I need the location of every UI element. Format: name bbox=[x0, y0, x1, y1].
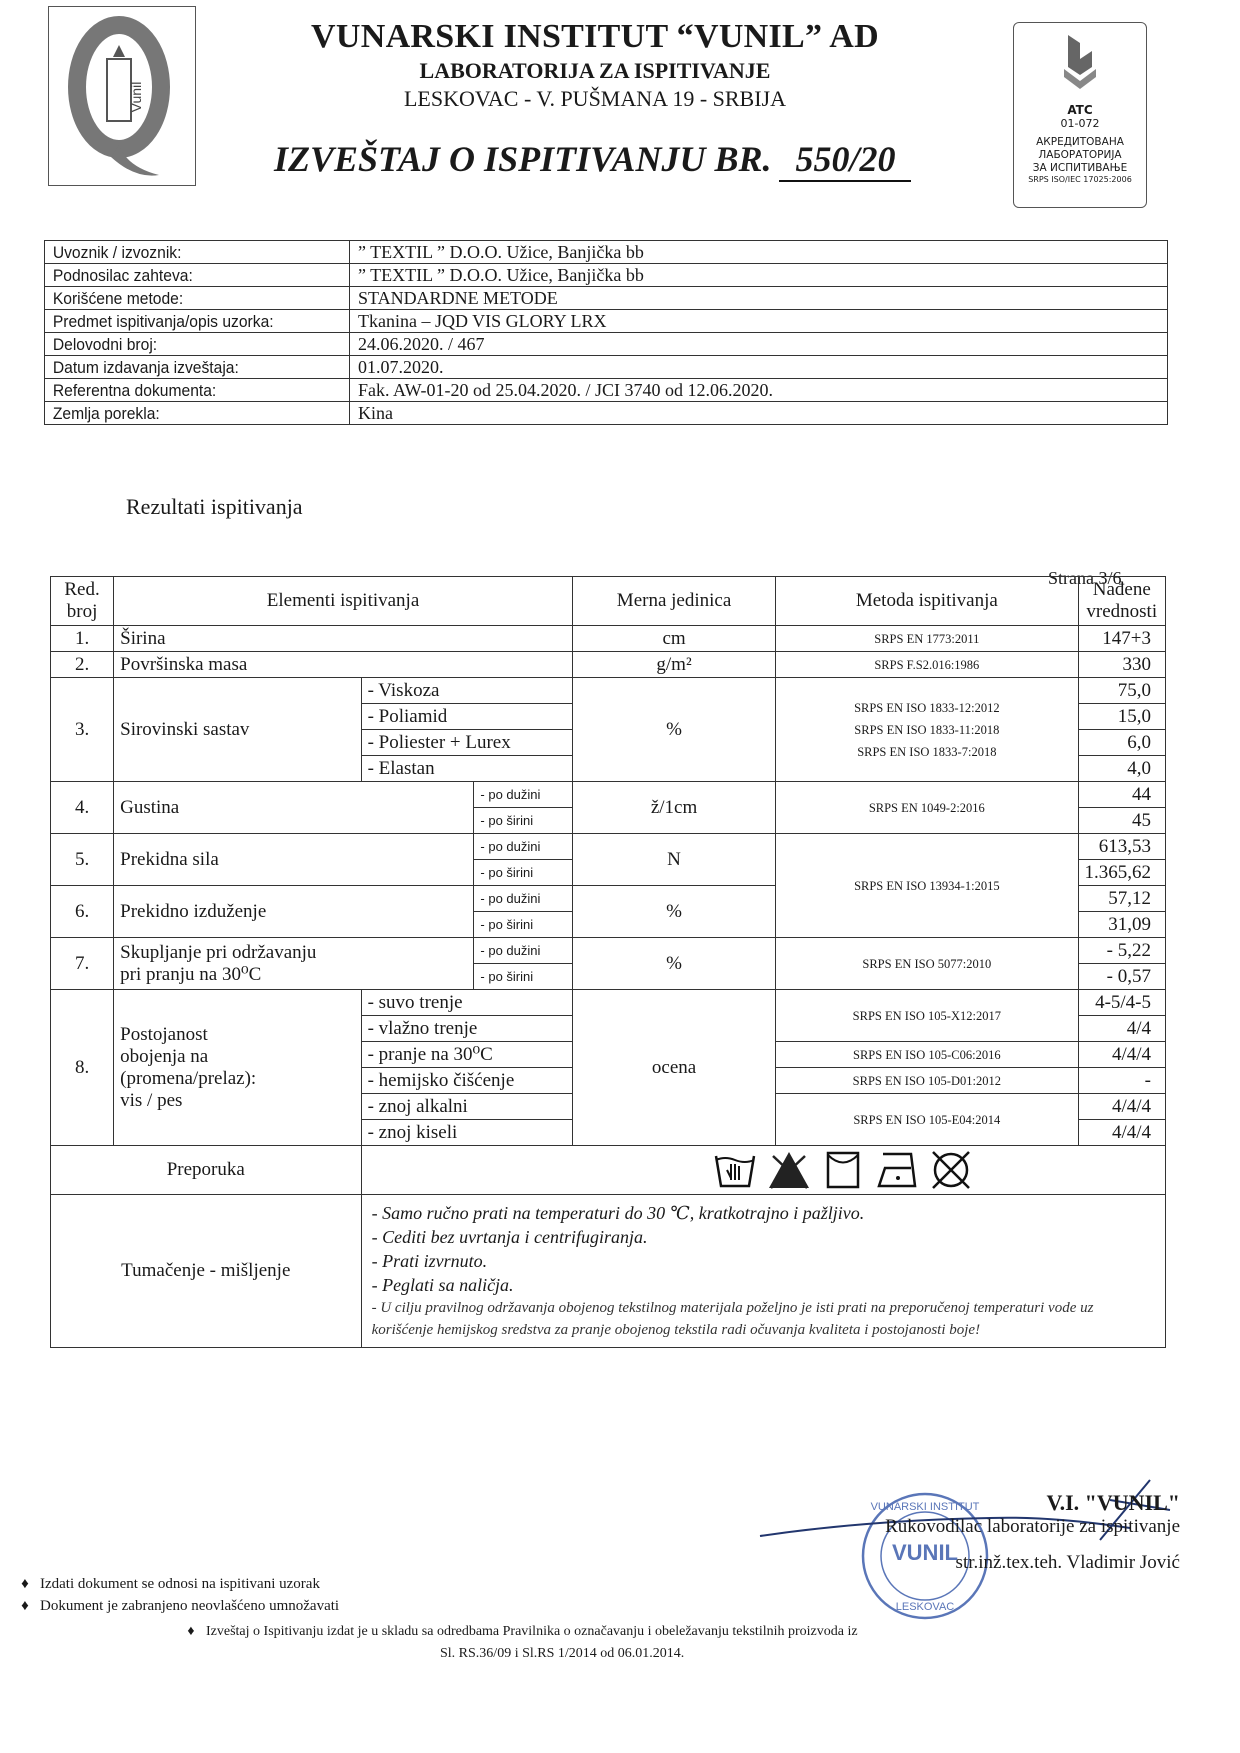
lab-name: LABORATORIJA ZA ISPITIVANJE bbox=[419, 58, 771, 83]
footer-note-3: ♦ Izveštaj o Ispitivanju izdat je u skladu sa odredbama Pravilnika o označavanju i obeležavanju tekstilnih proizvoda iz bbox=[187, 1624, 858, 1639]
header-value: Nađene vrednosti bbox=[1078, 577, 1166, 626]
row-subelement: - Viskoza bbox=[361, 678, 572, 704]
report-number: 550/20 bbox=[779, 138, 911, 182]
row-element: Prekidno izduženje bbox=[114, 886, 474, 938]
info-row bbox=[45, 287, 1168, 310]
row-method: SRPS EN 1049-2:2016 bbox=[776, 782, 1078, 834]
row-element: Sirovinski sastav bbox=[114, 678, 361, 782]
institute-name: VUNARSKI INSTITUT “VUNIL” AD bbox=[311, 18, 879, 55]
report-title bbox=[274, 138, 911, 182]
info-label: Referentna dokumenta: bbox=[45, 379, 326, 402]
row-value: 4/4/4 bbox=[1078, 1094, 1166, 1120]
info-label: Delovodni broj: bbox=[45, 333, 326, 356]
no-dry-clean-icon bbox=[929, 1150, 973, 1190]
row-value: 4/4/4 bbox=[1078, 1042, 1166, 1068]
tumble-dry-icon bbox=[821, 1150, 865, 1190]
row-subelement: - vlažno trenje bbox=[361, 1016, 572, 1042]
table-row bbox=[51, 990, 1166, 1016]
opinion-label: Tumačenje - mišljenje bbox=[51, 1195, 362, 1348]
row-num: 1. bbox=[51, 626, 114, 652]
atc-logo-icon bbox=[1050, 33, 1110, 95]
row-unit: % bbox=[572, 938, 775, 990]
report-title-text: IZVEŠTAJ O ISPITIVANJU BR. bbox=[274, 139, 772, 179]
header-unit: Merna jedinica bbox=[572, 577, 775, 626]
footer-note-4: Sl. RS.36/09 i Sl.RS 1/2014 od 06.01.2014. bbox=[440, 1646, 685, 1661]
row-unit: N bbox=[572, 834, 775, 886]
info-row bbox=[45, 333, 1168, 356]
info-label: Podnosilac zahteva: bbox=[45, 264, 326, 287]
header-method: Metoda ispitivanja bbox=[776, 577, 1078, 626]
row-value: 4,0 bbox=[1078, 756, 1166, 782]
row-value: 6,0 bbox=[1078, 730, 1166, 756]
row-subelement: - pranje na 30⁰C bbox=[361, 1042, 572, 1068]
row-method: SRPS EN ISO 105-X12:2017 bbox=[776, 990, 1078, 1042]
row-subelement: - po dužini bbox=[474, 938, 573, 964]
row-method: SRPS F.S2.016:1986 bbox=[776, 652, 1078, 678]
info-row bbox=[45, 241, 1168, 264]
info-value: STANDARDNE METODE bbox=[350, 287, 1168, 310]
section-title: Rezultati ispitivanja bbox=[126, 494, 303, 519]
signature-role: Rukovodilac laboratorije za ispitivanje bbox=[885, 1516, 1180, 1537]
row-method: SRPS EN ISO 5077:2010 bbox=[776, 938, 1078, 990]
row-subelement: - po širini bbox=[474, 808, 573, 834]
row-method: SRPS EN ISO 105-C06:2016 bbox=[776, 1042, 1078, 1068]
svg-text:Vunil: Vunil bbox=[128, 81, 144, 113]
row-method: SRPS EN ISO 105-E04:2014 bbox=[776, 1094, 1078, 1146]
sample-info-table bbox=[44, 240, 1168, 425]
row-element: Prekidna sila bbox=[114, 834, 474, 886]
row-subelement: - po širini bbox=[474, 912, 573, 938]
row-subelement: - po dužini bbox=[474, 782, 573, 808]
no-bleach-icon bbox=[767, 1150, 811, 1190]
row-value: 4/4/4 bbox=[1078, 1120, 1166, 1146]
row-subelement: - Poliester + Lurex bbox=[361, 730, 572, 756]
table-row bbox=[51, 626, 1166, 652]
row-unit: % bbox=[572, 678, 775, 782]
row-value: 57,12 bbox=[1078, 886, 1166, 912]
row-value: 330 bbox=[1078, 652, 1166, 678]
row-value: 1.365,62 bbox=[1078, 860, 1166, 886]
info-value: Fak. AW-01-20 od 25.04.2020. / JCI 3740 od 12.06.2020. bbox=[350, 379, 1168, 402]
results-table bbox=[50, 576, 1166, 1348]
iron-low-icon bbox=[875, 1150, 919, 1190]
row-value: 44 bbox=[1078, 782, 1166, 808]
row-num: 3. bbox=[51, 678, 114, 782]
opinion-row bbox=[51, 1195, 1166, 1348]
row-element: Širina bbox=[114, 626, 573, 652]
row-method: SRPS EN ISO 105-D01:2012 bbox=[776, 1068, 1078, 1094]
signature-name: str.inž.tex.teh. Vladimir Jović bbox=[955, 1552, 1180, 1573]
row-value: - 0,57 bbox=[1078, 964, 1166, 990]
opinion-text: - Samo ručno prati na temperaturi do 30 ℃, kratkotrajno i pažljivo. - Cediti bez uvrtanja i centrifugiranja. - Prati izvrnuto. - Peglati sa naličja. - U cilju pravilnog održavanja obojenog tekstilnog materijala poželjno je isti prati na preporučenoj temperaturi vode uz korišćenje hemijskog sredstva za pranje obojenog tekstila radi očuvanja kvaliteta i postojanosti boje! bbox=[361, 1195, 1165, 1348]
row-num: 7. bbox=[51, 938, 114, 990]
row-value: 45 bbox=[1078, 808, 1166, 834]
row-unit: g/m² bbox=[572, 652, 775, 678]
info-row bbox=[45, 379, 1168, 402]
info-row bbox=[45, 402, 1168, 425]
row-unit: % bbox=[572, 886, 775, 938]
info-row bbox=[45, 356, 1168, 379]
signature-org: V.I. "VUNIL" bbox=[1046, 1490, 1180, 1515]
row-value: 75,0 bbox=[1078, 678, 1166, 704]
info-label: Uvoznik / izvoznik: bbox=[45, 241, 326, 264]
info-label: Predmet ispitivanja/opis uzorka: bbox=[45, 310, 326, 333]
opinion-note: - U cilju pravilnog održavanja obojenog tekstilnog materijala poželjno je isti prati na preporučenoj temperaturi vode uz korišćenje hemijskog sredstva za pranje obojenog tekstila radi očuvanja kvaliteta i postojanosti boje! bbox=[371, 1300, 1094, 1338]
row-subelement: - po širini bbox=[474, 964, 573, 990]
row-element: Skupljanje pri održavanju pri pranju na 30⁰C bbox=[114, 938, 474, 990]
table-row bbox=[51, 834, 1166, 860]
page-number: Strana 3/6 bbox=[1048, 568, 1122, 588]
row-element: Postojanost obojenja na (promena/prelaz): vis / pes bbox=[114, 990, 361, 1146]
info-value: ” TEXTIL ” D.O.O. Užice, Banjička bb bbox=[350, 264, 1168, 287]
row-method: SRPS EN ISO 13934-1:2015 bbox=[776, 834, 1078, 938]
atc-line3: ЗА ИСПИТИВАЊЕ bbox=[1032, 162, 1128, 174]
info-row bbox=[45, 310, 1168, 333]
info-row bbox=[45, 264, 1168, 287]
row-subelement: - Poliamid bbox=[361, 704, 572, 730]
lab-address: LESKOVAC - V. PUŠMANA 19 - SRBIJA bbox=[403, 86, 787, 111]
header-num: Red. broj bbox=[51, 577, 114, 626]
row-method: SRPS EN ISO 1833-12:2012 SRPS EN ISO 1833-11:2018 SRPS EN ISO 1833-7:2018 bbox=[776, 678, 1078, 782]
table-row bbox=[51, 652, 1166, 678]
row-subelement: - po dužini bbox=[474, 886, 573, 912]
row-value: 613,53 bbox=[1078, 834, 1166, 860]
hand-wash-icon bbox=[713, 1150, 757, 1190]
info-value: 01.07.2020. bbox=[350, 356, 1168, 379]
info-label: Zemlja porekla: bbox=[45, 402, 326, 425]
info-value: ” TEXTIL ” D.O.O. Užice, Banjička bb bbox=[350, 241, 1168, 264]
row-element: Površinska masa bbox=[114, 652, 573, 678]
recommendation-row bbox=[51, 1146, 1166, 1195]
row-subelement: - znoj kiseli bbox=[361, 1120, 572, 1146]
row-subelement: - po širini bbox=[474, 860, 573, 886]
svg-text:VUNIL: VUNIL bbox=[892, 1540, 958, 1565]
row-value: 31,09 bbox=[1078, 912, 1166, 938]
row-element: Gustina bbox=[114, 782, 474, 834]
row-value: 4/4 bbox=[1078, 1016, 1166, 1042]
footer-note-1: ♦ Izdati dokument se odnosi na ispitivani uzorak bbox=[21, 1576, 320, 1592]
accreditation-badge bbox=[1013, 22, 1147, 208]
info-label: Korišćene metode: bbox=[45, 287, 326, 310]
atc-line1: АКРЕДИТОВАНА bbox=[1036, 136, 1124, 148]
row-unit: ž/1cm bbox=[572, 782, 775, 834]
info-value: 24.06.2020. / 467 bbox=[350, 333, 1168, 356]
atc-code: ATC bbox=[1067, 103, 1093, 117]
row-value: 147+3 bbox=[1078, 626, 1166, 652]
row-subelement: - po dužini bbox=[474, 834, 573, 860]
row-num: 5. bbox=[51, 834, 114, 886]
table-row bbox=[51, 782, 1166, 808]
row-method: SRPS EN 1773:2011 bbox=[776, 626, 1078, 652]
row-num: 6. bbox=[51, 886, 114, 938]
row-subelement: - hemijsko čišćenje bbox=[361, 1068, 572, 1094]
info-label: Datum izdavanja izveštaja: bbox=[45, 356, 326, 379]
care-symbols bbox=[361, 1146, 1165, 1195]
recommendation-label: Preporuka bbox=[51, 1146, 362, 1195]
header-element: Elementi ispitivanja bbox=[114, 577, 573, 626]
table-header-row bbox=[51, 577, 1166, 626]
svg-text:VUNARSKI INSTITUT: VUNARSKI INSTITUT bbox=[870, 1501, 980, 1513]
row-value: 15,0 bbox=[1078, 704, 1166, 730]
row-value: 4-5/4-5 bbox=[1078, 990, 1166, 1016]
row-unit: cm bbox=[572, 626, 775, 652]
atc-line2: ЛАБОРАТОРИЈА bbox=[1038, 149, 1122, 161]
footer-note-2: ♦ Dokument je zabranjeno neovlašćeno umnožavati bbox=[21, 1598, 340, 1614]
row-subelement: - suvo trenje bbox=[361, 990, 572, 1016]
signature-block bbox=[820, 1490, 1180, 1574]
atc-number: 01-072 bbox=[1060, 117, 1100, 130]
table-row bbox=[51, 678, 1166, 704]
row-subelement: - Elastan bbox=[361, 756, 572, 782]
table-row bbox=[51, 938, 1166, 964]
row-num: 4. bbox=[51, 782, 114, 834]
info-value: Kina bbox=[350, 402, 1168, 425]
q-vunil-logo-icon bbox=[49, 7, 195, 185]
row-subelement: - znoj alkalni bbox=[361, 1094, 572, 1120]
info-value: Tkanina – JQD VIS GLORY LRX bbox=[350, 310, 1168, 333]
institute-logo bbox=[48, 6, 196, 186]
row-value: - bbox=[1078, 1068, 1166, 1094]
svg-text:LESKOVAC: LESKOVAC bbox=[895, 1601, 955, 1613]
row-num: 8. bbox=[51, 990, 114, 1146]
row-unit: ocena bbox=[572, 990, 775, 1146]
row-num: 2. bbox=[51, 652, 114, 678]
atc-standard: SRPS ISO/IEC 17025:2006 bbox=[1028, 175, 1132, 184]
row-value: - 5,22 bbox=[1078, 938, 1166, 964]
